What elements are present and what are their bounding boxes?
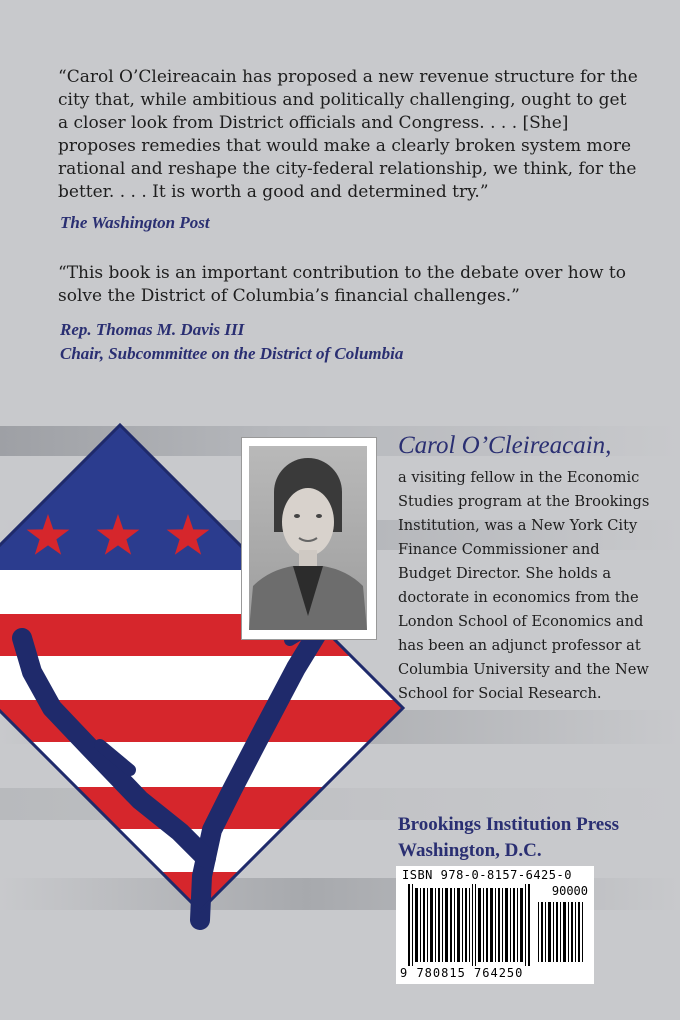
price-code: 90000 bbox=[551, 884, 588, 898]
author-photo bbox=[249, 446, 367, 630]
quote-attribution-davis bbox=[60, 318, 403, 366]
publisher-location: Washington, D.C. bbox=[398, 840, 542, 861]
ean-number: 9 780815 764250 bbox=[400, 966, 524, 980]
isbn-text: ISBN 978-0-8157-6425-0 bbox=[402, 868, 572, 882]
attribution-name: Rep. Thomas M. Davis III bbox=[60, 320, 245, 339]
author-name: Carol O’Cleireacain, bbox=[398, 432, 612, 459]
quote-washington-post: “Carol O’Cleireacain has proposed a new revenue structure for the city that, while ambitious and politically challenging, ought to get a closer look from District officials and Congress. . . . [She] proposes remedies that would make a clearly broken system more rational and reshape the city-federal relationship, we think, for the better. . . . It is worth a good and determined try.” bbox=[58, 67, 638, 202]
publisher-info bbox=[398, 812, 619, 864]
author-bio: a visiting fellow in the Economic Studies program at the Brookings Institution, was a New York City Finance Commissioner and Budget Director. She holds a doctorate in economics from the London School of Economics and has been an adjunct professor at Columbia University and the New School for Social Research. bbox=[398, 469, 650, 702]
quote-attribution-post: The Washington Post bbox=[60, 213, 210, 232]
attribution-title: Chair, Subcommittee on the District of Columbia bbox=[60, 344, 404, 363]
isbn-barcode bbox=[396, 866, 594, 984]
publisher-name: Brookings Institution Press bbox=[398, 814, 620, 835]
quote-davis: “This book is an important contribution to the debate over how to solve the District of Columbia’s financial challenges.” bbox=[58, 263, 626, 306]
